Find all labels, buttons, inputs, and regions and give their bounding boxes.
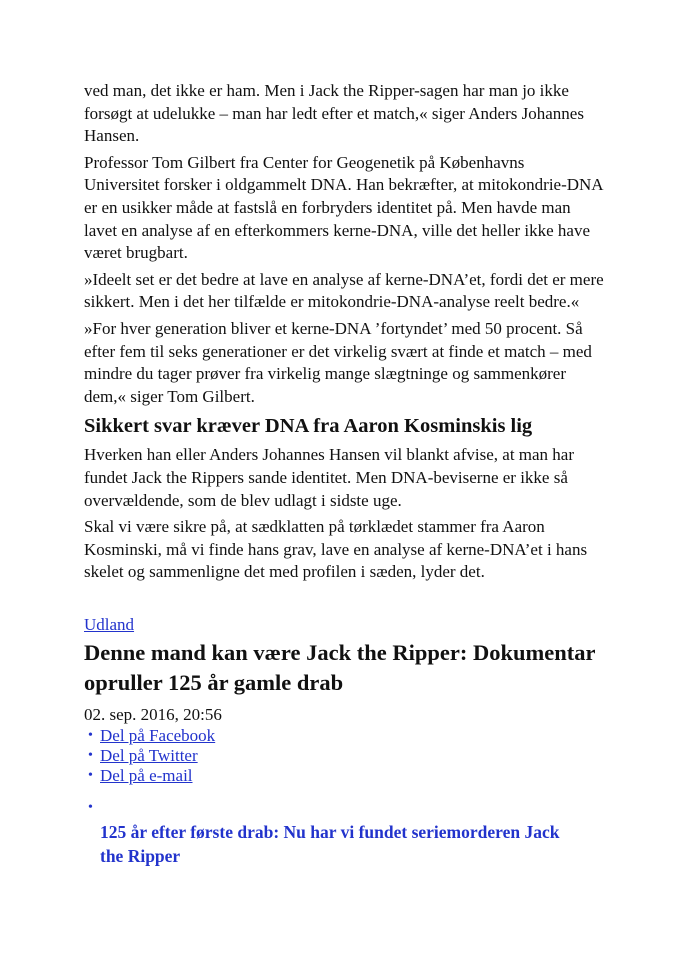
share-item-facebook (84, 726, 604, 746)
share-list (84, 726, 604, 786)
article-category (84, 614, 604, 636)
body-paragraph-5: Hverken han eller Anders Johannes Hansen vil blankt afvise, at man har fundet Jack the Rippers sande identitet. Men DNA-beviserne er ikke så overvældende, som de blev udlagt i sidste uge. (84, 445, 575, 510)
article-date: 02. sep. 2016, 20:56 (84, 704, 222, 724)
body-paragraph-6: Skal vi være sikre på, at sædklatten på tørklædet stammer fra Aaron Kosminski, må vi finde hans grav, lave en analyse af kerne-DNA’et i hans skelet og sammenligne det med profilen i sæden, lyder det. (84, 517, 588, 582)
article-page (84, 80, 604, 868)
category-link[interactable]: Udland (84, 614, 135, 634)
share-item-email (84, 766, 604, 786)
body-paragraph-3: »Ideelt set er det bedre at lave en analyse af kerne-DNA’et, fordi det er mere sikkert. Men i det her tilfælde er mitokondrie-DNA-analyse reelt bedre.« (84, 269, 604, 312)
article-title: Denne mand kan være Jack the Ripper: Dokumentar opruller 125 år gamle drab (84, 639, 596, 695)
body-paragraph-2: Professor Tom Gilbert fra Center for Geogenetik på Københavns Universitet forsker i oldgammelt DNA. Han bekræfter, at mitokondrie-DNA er en usikker måde at fastslå en forbryders identitet på. Men havde man lavet en analyse af en efterkommers kerne-DNA, ville det heller ikke have været brugbart. (84, 152, 603, 263)
bullet-icon: • (88, 727, 93, 743)
share-facebook-link[interactable]: Del på Facebook (100, 725, 216, 745)
share-item-twitter (84, 746, 604, 766)
related-article (84, 800, 604, 868)
share-email-link[interactable]: Del på e-mail (100, 765, 193, 785)
share-twitter-link[interactable]: Del på Twitter (100, 745, 198, 765)
bullet-icon: • (88, 747, 93, 763)
bullet-icon: • (88, 799, 93, 815)
related-article-link[interactable]: 125 år efter første drab: Nu har vi fundet seriemorderen Jack the Ripper (100, 821, 560, 866)
section-subheading: Sikkert svar kræver DNA fra Aaron Kosminskis lig (84, 415, 533, 438)
body-paragraph-1: ved man, det ikke er ham. Men i Jack the Ripper-sagen har man jo ikke forsøgt at udelukke – man har ledt efter et match,« siger Anders Johannes Hansen. (84, 81, 584, 146)
bullet-icon: • (88, 767, 93, 783)
body-paragraph-4: »For hver generation bliver et kerne-DNA ’fortyndet’ med 50 procent. Så efter fem til seks generationer er det virkelig svært at finde et match – med mindre du tager prøver fra virkelig mange slægtninge og sammenkører dem,« siger Tom Gilbert. (84, 318, 592, 406)
